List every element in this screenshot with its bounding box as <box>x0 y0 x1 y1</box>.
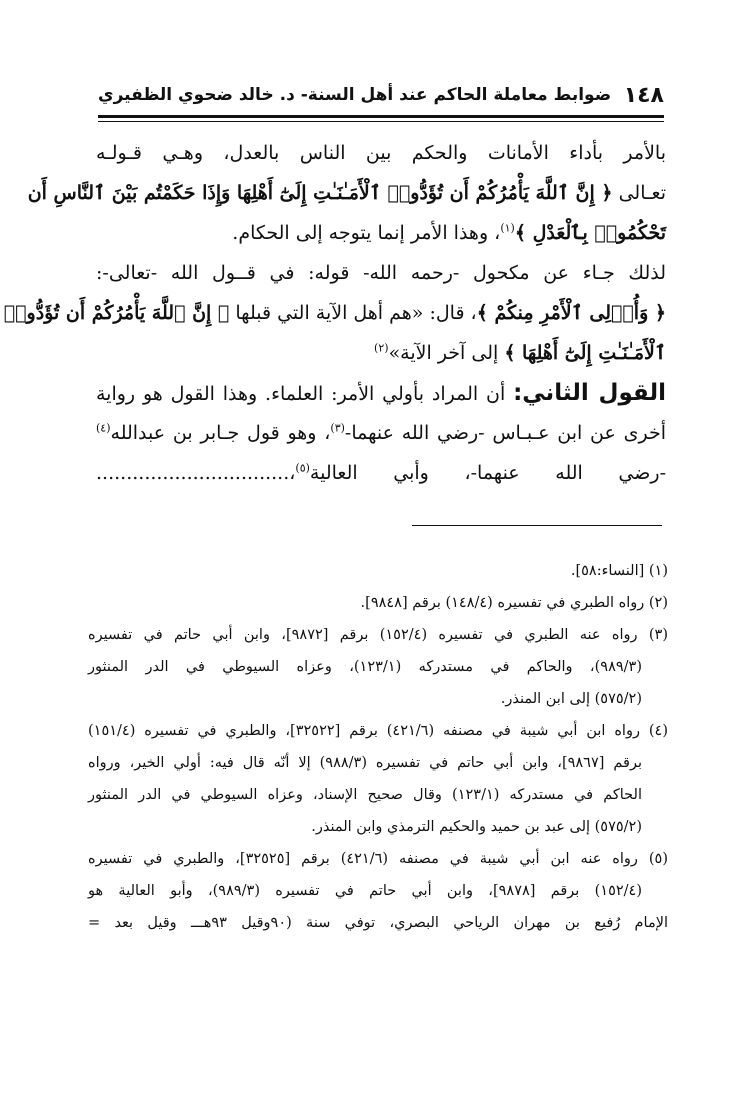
footnote-continuation: برقم [٩٨٦٧]، وابن أبي حاتم في تفسيره (٩٨٨/٣) إلا أنّه قال فيه: أولي الخير، ورواه <box>88 755 642 771</box>
paragraph-text: ، وهو قول جـابر بن عبدالله <box>110 422 331 444</box>
footnote-continuation: (٩٨٩/٣)، والحاكم في مستدركه (١٢٣/١)، وعزاه السيوطي في الدر المنثور <box>88 659 642 675</box>
footnote-continuation: الإمام رُفيع بن مهران الرياحي البصري، توفي سنة (٩٠وقيل ٩٣هـــ وقيل بعد = <box>88 915 669 931</box>
text-line <box>27 173 666 213</box>
footnote-ref: (١) <box>500 221 515 235</box>
footnotes <box>88 555 668 939</box>
text-line <box>96 213 666 253</box>
footnote: (١) [النساء:٥٨]. <box>570 563 668 579</box>
footnote: (٣) رواه عنه الطبري في تفسيره (١٥٢/٤) برقم [٩٨٧٢]، وابن أبي حاتم في تفسيره <box>88 627 669 643</box>
footnote-ref: (٥) <box>295 461 310 475</box>
footnote-continuation: (٥٧٥/٢) إلى عبد بن حميد والحكيم الترمذي وابن المنذر. <box>311 819 642 835</box>
footnote-continuation: (١٥٢/٤) برقم [٩٨٧٨]، وابن أبي حاتم في تفسيره (٩٨٩/٣)، وأبو العالية هو <box>88 883 642 899</box>
text-line <box>96 253 666 293</box>
footnote-separator <box>412 525 662 526</box>
page-number: ١٤٨ <box>623 82 664 108</box>
paragraph-text: تعـالى <box>618 182 666 204</box>
quran-verse: ﴿ وَأُو۟لِى ٱلْأَمْرِ مِنكُمْ ﴾ <box>476 302 666 324</box>
paragraph-text: إلى آخر الآية» <box>388 342 505 364</box>
text-line <box>96 333 666 373</box>
page-header <box>98 78 664 112</box>
text-line <box>96 413 666 453</box>
text-line <box>3 293 666 333</box>
footnote: (٥) رواه عنه ابن أبي شيبة في مصنفه (٤٢١/٦) برقم [٣٢٥٢٥]، والطبري في تفسيره <box>88 851 669 867</box>
paragraph-text: لذلك جـاء عن مكحول -رحمه الله- قوله: في قــول الله -تعالى-: <box>96 262 666 284</box>
text-line <box>96 373 666 413</box>
footnote-ref: (٢) <box>374 341 389 355</box>
footnote-continuation: (٥٧٥/٢) إلى ابن المنذر. <box>500 691 642 707</box>
main-text <box>3 133 667 493</box>
running-title: ضوابط معاملة الحاكم عند أهل السنة- د. خالد ضحوي الظفيري <box>98 85 612 105</box>
section-heading: القول الثاني: <box>513 380 667 406</box>
quran-verse: ٱلْأَمَـٰنَـٰتِ إِلَىٰٓ أَهْلِهَا ﴾ <box>504 342 666 364</box>
footnote-ref: (٣) <box>330 421 345 435</box>
quran-verse: ﴿ إِنَّ ٱللَّهَ يَأْمُرُكُمْ أَن تُؤَدُّوا۟ <box>3 302 230 324</box>
footnote: (٢) رواه الطبري في تفسيره (١٤٨/٤) برقم [٩٨٤٨]. <box>360 595 668 611</box>
footnote-ref: (٤) <box>96 421 111 435</box>
footnote: (٤) رواه ابن أبي شيبة في مصنفه (٤٢١/٦) برقم [٣٢٥٢٢]، والطبري في تفسيره (١٥١/٤) <box>88 723 669 739</box>
paragraph-text: أن المراد بأولي الأمر: العلماء. وهذا القول هو رواية <box>96 383 514 405</box>
paragraph-text: أخرى عن ابن عـبـاس -رضي الله عنهما- <box>344 422 666 444</box>
text-line <box>96 133 666 173</box>
header-rule-thin <box>98 121 664 122</box>
text-line <box>96 453 666 493</box>
footnote-continuation: الحاكم في مستدركه (١٢٣/١) وقال صحيح الإسناد، وعزاه السيوطي في الدر المنثور <box>88 787 642 803</box>
paragraph-text: ،................................ <box>96 462 296 484</box>
quran-verse: تَحْكُمُوا۟ بِٱلْعَدْلِ ﴾ <box>514 222 666 244</box>
header-rule-thick <box>98 115 664 118</box>
paragraph-text: ، قال: «هم أهل الآية التي قبلها <box>235 302 477 324</box>
quran-verse: ﴿ إِنَّ ٱللَّهَ يَأْمُرُكُمْ أَن تُؤَدُّوا۟ ٱلْأَمَـٰنَـٰتِ إِلَىٰٓ أَهْلِهَا وَإِذَا حَكَمْتُم بَيْنَ ٱلنَّاسِ أَن <box>27 182 613 204</box>
paragraph-text: ، وهذا الأمر إنما يتوجه إلى الحكام. <box>232 222 501 244</box>
paragraph-text: بالأمر بأداء الأمانات والحكم بين الناس بالعدل، وهـي قـولـه <box>96 142 666 164</box>
paragraph-text: -رضي الله عنهما-، وأبي العالية <box>309 462 666 484</box>
